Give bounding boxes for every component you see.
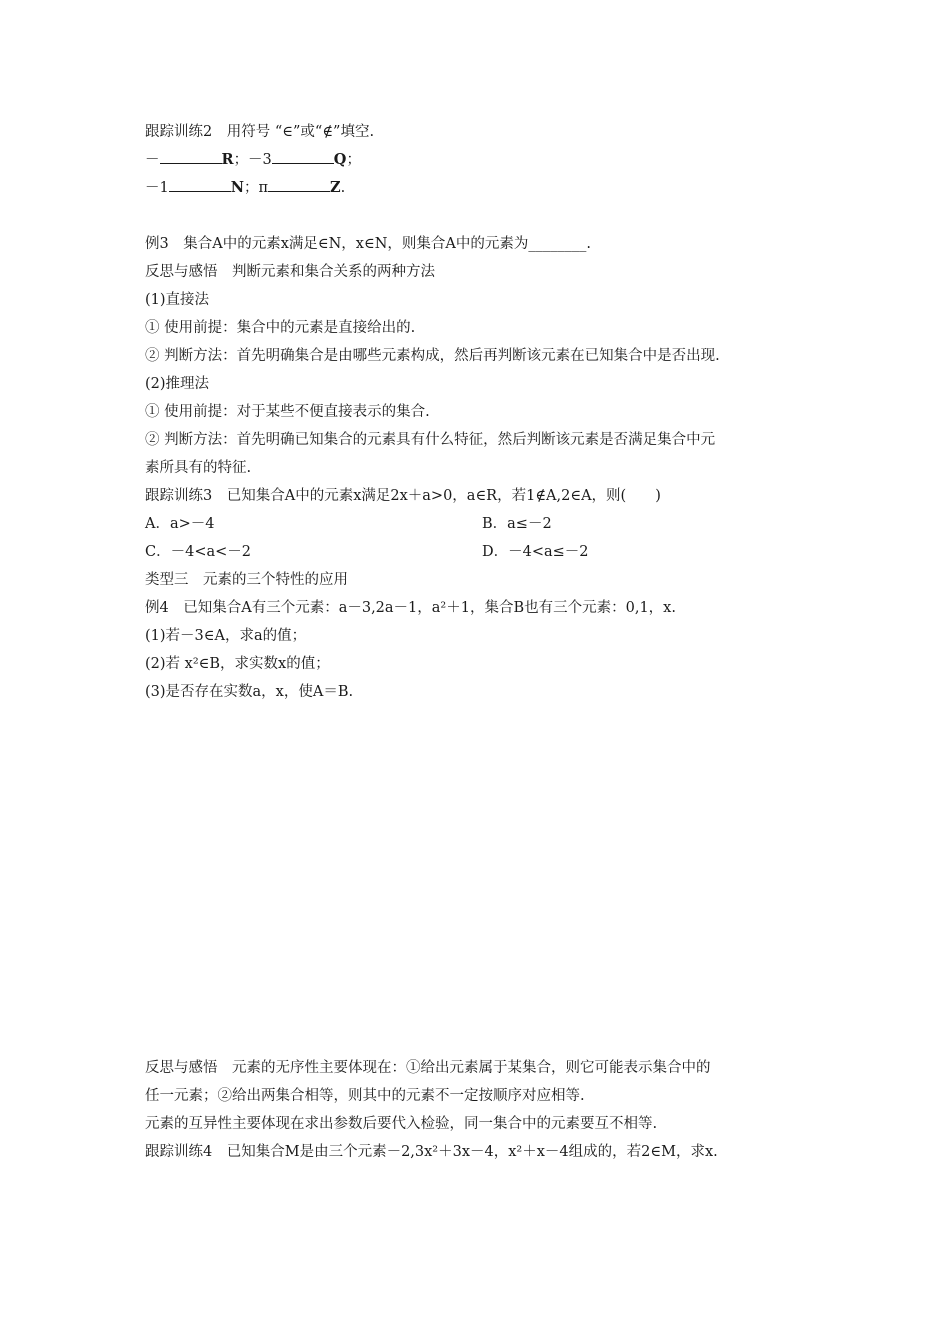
example-4-question-3: (3)是否存在实数a，x，使A＝B.	[145, 684, 354, 700]
method-1-procedure: ② 判断方法：首先明确集合是由哪些元素构成，然后再判断该元素在已知集合中是否出现.	[145, 348, 720, 364]
reflection-2-line-1: 反思与感悟 元素的无序性主要体现在：①给出元素属于某集合，则它可能表示集合中的	[145, 1060, 711, 1076]
example-3	[145, 234, 591, 254]
method-1-premise: ① 使用前提：集合中的元素是直接给出的.	[145, 320, 416, 336]
method-2-procedure-line-2: 素所具有的特征.	[145, 460, 252, 476]
set-symbol: Q	[333, 151, 347, 168]
practice-2-row-1	[145, 150, 361, 170]
row2-prefix-a: －1	[145, 180, 169, 196]
example-4-question-2: (2)若 x²∈B，求实数x的值；	[145, 656, 330, 672]
method-1-heading: (1)直接法	[145, 292, 210, 308]
practice-4-question: 跟踪训练4 已知集合M是由三个元素－2,3x²＋3x－4，x²＋x－4组成的，若2∈M，求x.	[145, 1144, 718, 1160]
set-symbol: R	[221, 151, 234, 168]
fill-blank[interactable]	[272, 150, 334, 164]
practice-2-row-2	[145, 178, 345, 198]
practice-3-options-row-1	[145, 514, 805, 534]
practice-2-label: 跟踪训练2	[145, 124, 213, 140]
option-b[interactable]: B．a≤－2	[482, 516, 552, 532]
set-symbol: Z	[330, 179, 341, 196]
punctuation: ；	[346, 152, 361, 168]
set-symbol: N	[230, 179, 244, 196]
option-a[interactable]: A．a>－4	[145, 516, 215, 532]
example-4-text: 例4 已知集合A有三个元素：a－3,2a－1，a²＋1，集合B也有三个元素：0,1，x.	[145, 600, 676, 616]
fill-blank[interactable]	[160, 150, 222, 164]
punctuation: .	[340, 180, 346, 196]
example-3-text: 集合A中的元素x满足∈N，x∈N，则集合A中的元素为________.	[183, 236, 591, 252]
row2-prefix-b: ；π	[244, 180, 269, 196]
example-3-label: 例3	[145, 236, 169, 252]
practice-2-heading	[145, 122, 374, 142]
option-c[interactable]: C．－4<a<－2	[145, 544, 251, 560]
practice-3-question: 跟踪训练3 已知集合A中的元素x满足2x＋a>0，a∈R，若1∉A,2∈A，则( )	[145, 488, 661, 504]
method-2-heading: (2)推理法	[145, 376, 210, 392]
practice-3-options-row-2	[145, 542, 805, 562]
reflection-2-line-3: 元素的互异性主要体现在求出参数后要代入检验，同一集合中的元素要互不相等.	[145, 1116, 658, 1132]
option-d[interactable]: D．－4<a≤－2	[482, 544, 589, 560]
row1-prefix-b: ；－3	[233, 152, 272, 168]
reflection-2-line-2: 任一元素；②给出两集合相等，则其中的元素不一定按顺序对应相等.	[145, 1088, 585, 1104]
method-2-premise: ① 使用前提：对于某些不便直接表示的集合.	[145, 404, 430, 420]
row1-prefix-a: －	[145, 152, 160, 168]
fill-blank[interactable]	[268, 178, 330, 192]
method-2-procedure-line-1: ② 判断方法：首先明确已知集合的元素具有什么特征，然后判断该元素是否满足集合中元	[145, 432, 716, 448]
type-3-heading: 类型三 元素的三个特性的应用	[145, 572, 348, 588]
practice-2-text: 用符号 “∈”或“∉”填空.	[226, 124, 375, 140]
example-4-question-1: (1)若－3∈A，求a的值；	[145, 628, 307, 644]
reflection-1-title: 反思与感悟 判断元素和集合关系的两种方法	[145, 264, 435, 280]
fill-blank[interactable]	[169, 178, 231, 192]
